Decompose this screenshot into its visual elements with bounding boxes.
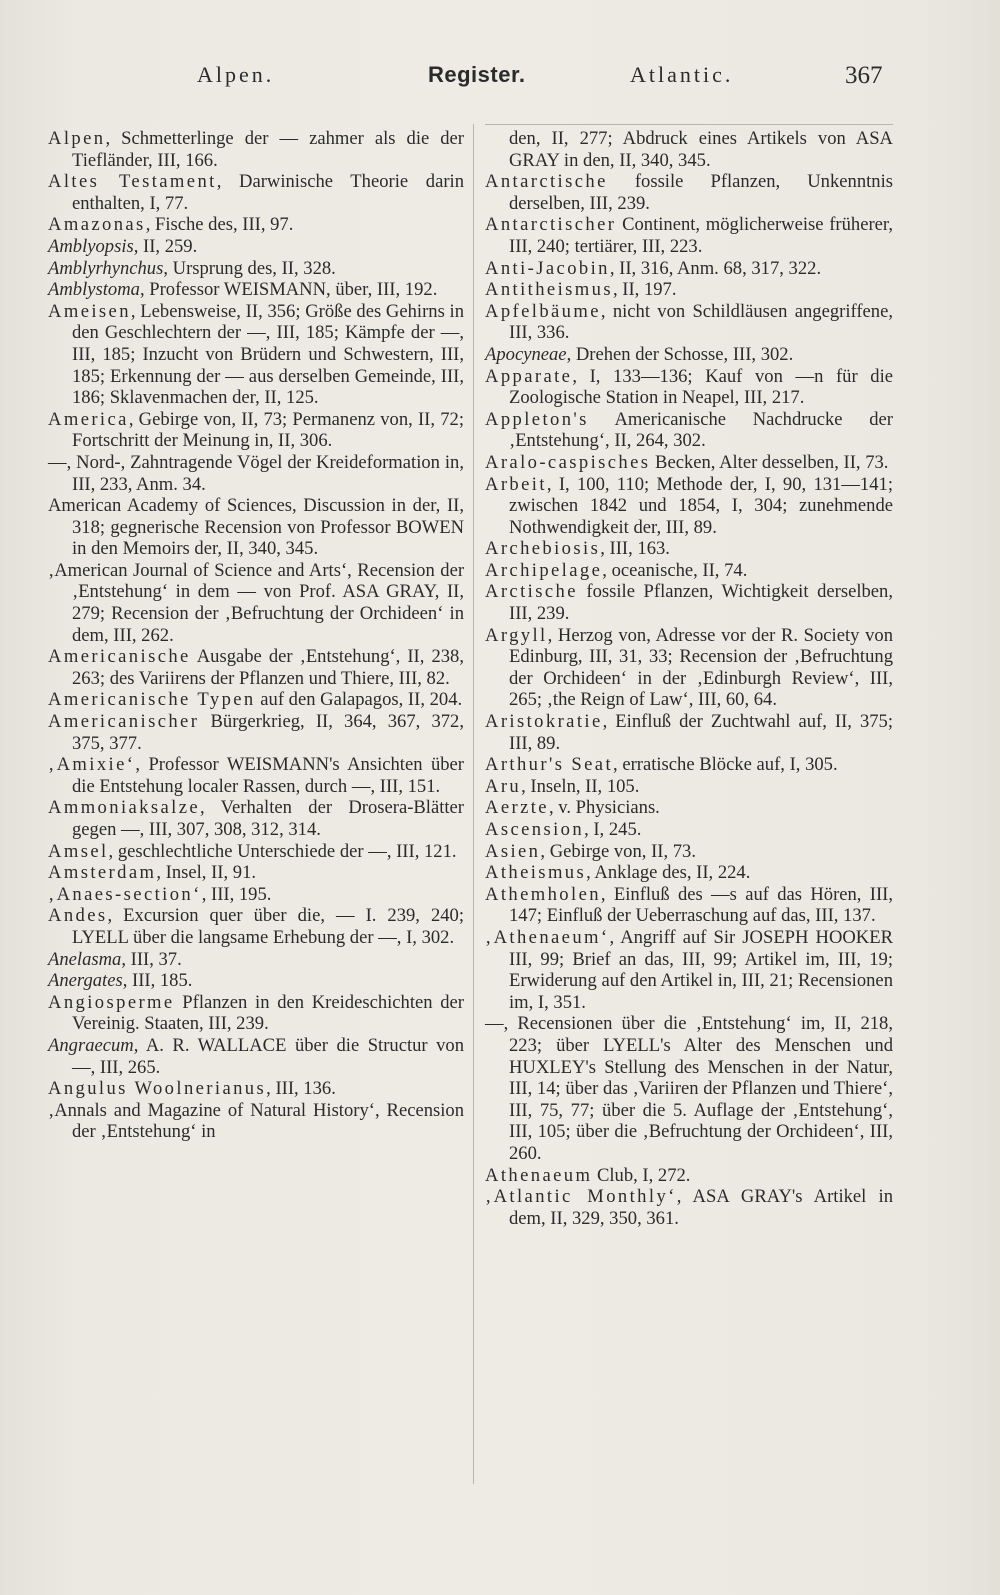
index-entry-text: , Recensionen über die ‚Entstehung‘ im, II, 218, 223; über LYELL's Alter des Menschen und HUXLEY's Stellung des Menschen in der Natur, III, 14; über das ‚Variiren der Pflanzen und Thiere‘, III, 75, 77; über die 5. Auflage der ‚Entstehung‘, III, 105; über die ‚Befruchtung der Orchideen‘, III, 260.	[503, 1013, 893, 1164]
index-entry-headword: ‚Athenaeum‘	[485, 926, 610, 948]
index-entry-headword: Apparate	[485, 365, 573, 387]
column-top-rule	[485, 124, 893, 125]
index-entry-text: , Insel, II, 91.	[156, 862, 257, 884]
index-entry-headword: ‚American Journal of Science and Arts‘	[48, 559, 348, 581]
index-entry-text: fossile Pflanzen, Wichtigkeit derselben, III, 239.	[509, 581, 893, 625]
index-entry-text: auf den Galapagos, II, 204.	[255, 689, 463, 711]
index-entry-text: , Excursion quer über die, — I. 239, 240; LYELL über die langsame Erhebung der —, I, 302.	[72, 905, 464, 948]
index-entry-headword: Aru	[485, 775, 522, 797]
index-entry-text: , Fische des, III, 97.	[145, 214, 294, 236]
index-entry-text: , Professor WEISMANN's Ansichten über die Entstehung localer Rassen, durch —, III, 151.	[72, 754, 464, 797]
index-entry-text: , erratische Blöcke auf, I, 305.	[613, 754, 838, 776]
index-entry-text: , Professor WEISMANN, über, III, 192.	[139, 279, 438, 301]
index-entry	[48, 949, 464, 971]
index-entry-headword: Athenaeum	[485, 1164, 593, 1186]
index-entry-text: Continent, möglicherweise früherer, III, 240; tertiärer, III, 223.	[509, 214, 893, 257]
index-entry-text: , geschlechtliche Unterschiede der —, III, 121.	[108, 840, 457, 862]
index-entry-text: , Gebirge von, II, 73; Permanenz von, II, 72; Fortschritt der Meinung in, II, 306.	[72, 408, 464, 452]
index-entry	[48, 560, 464, 646]
index-entry	[48, 797, 464, 840]
index-entry-headword: Angiosperme	[48, 991, 175, 1013]
index-entry	[48, 754, 464, 797]
index-entry-headword: Apfelbäume	[485, 300, 601, 322]
index-entry	[485, 474, 893, 539]
index-entry-headword: Amblyrhynchus	[48, 257, 164, 279]
column-divider	[473, 124, 474, 1484]
index-entry-headword: ‚Amixie‘	[48, 754, 136, 776]
index-entry	[48, 1078, 464, 1100]
index-entry	[485, 128, 893, 171]
index-entry-headword: ‚Anaes-section‘	[48, 883, 202, 905]
index-entry-text: , I, 133—136; Kauf von —n für die Zoologische Station in Neapel, III, 217.	[509, 365, 893, 409]
index-entry-text: , Einfluß des —s auf das Hören, III, 147; Einfluß der Ueberraschung auf das, III, 137.	[509, 883, 893, 927]
index-entry-headword: ‚Atlantic Monthly‘	[485, 1186, 677, 1208]
index-entry	[48, 236, 464, 258]
index-entry-headword: Apocyneae	[485, 343, 567, 365]
index-entry	[48, 171, 464, 214]
index-entry-headword: Anelasma	[48, 948, 122, 970]
index-entry	[485, 819, 893, 841]
index-entry-headword: Arctische	[485, 581, 578, 603]
index-entry-headword: Aristokratie	[485, 711, 603, 733]
index-entry-headword: Alpen	[48, 128, 106, 149]
index-entry-headword: Archebiosis	[485, 538, 601, 560]
index-entry-text: Ausgabe der ‚Entstehung‘, II, 238, 263; des Variirens der Pflanzen und Thiere, III, 82.	[72, 646, 464, 689]
index-entry-headword: Asien	[485, 840, 541, 862]
index-entry	[485, 1013, 893, 1164]
index-entry-text: , Verhalten der Drosera-Blätter gegen —, III, 307, 308, 312, 314.	[72, 797, 464, 840]
index-entry-headword: ‚Annals and Magazine of Natural History‘	[48, 1099, 375, 1121]
index-entry	[48, 128, 464, 171]
index-entry-text: , Einfluß der Zuchtwahl auf, II, 375; III, 89.	[509, 711, 893, 754]
index-entry-text: , I, 245.	[584, 819, 642, 840]
index-entry-text: , Lebensweise, II, 356; Größe des Gehirns in den Geschlechtern der —, III, 185; Kämpfe der —, III, 185; Inzucht von Brüdern und Schwestern, III, 185; Erkennung der — aus derselben Gemeinde, III, 186; Sklavenmachen der, II, 125.	[72, 300, 464, 409]
index-entry-text: , Anklage des, II, 224.	[586, 862, 751, 884]
header-right-catchword: Atlantic.	[630, 62, 734, 87]
index-entry	[485, 797, 893, 819]
index-entry	[48, 905, 464, 948]
index-entry	[485, 301, 893, 344]
index-entry-text: Pflanzen in den Kreideschichten der Vereinig. Staaten, III, 239.	[72, 991, 464, 1035]
index-entry	[485, 927, 893, 1013]
index-entry-headword: Andes	[48, 905, 108, 927]
index-entry	[48, 711, 464, 754]
index-entry	[48, 301, 464, 409]
index-entry-text: , Darwinische Theorie darin enthalten, I, 77.	[72, 171, 464, 214]
index-entry	[48, 258, 464, 280]
index-entry-text: , II, 316, Anm. 68, 317, 322.	[609, 257, 822, 279]
index-entry	[48, 862, 464, 884]
index-entry-text: , Angriff auf Sir JOSEPH HOOKER III, 99; Brief an das, III, 99; Artikel im, III, 19; Erwiderung auf den Artikel in, III, 21; Recensionen im, I, 351.	[509, 926, 893, 1013]
index-entry-text: , Nord-, Zahntragende Vögel der Kreideformation in, III, 233, Anm. 34.	[66, 451, 464, 495]
page-number: 367	[845, 62, 883, 89]
index-entry-text: , I, 100, 110; Methode der, I, 90, 131—141; zwischen 1842 und 1854, I, 304; zunehmende Nothwendigkeit der, III, 89.	[509, 473, 893, 538]
index-entry-text: Becken, Alter desselben, II, 73.	[650, 451, 889, 473]
index-entry-headword: Anti-Jacobin	[485, 257, 610, 279]
index-entry-text: , Schmetterlinge der — zahmer als die der Tiefländer, III, 166.	[72, 128, 464, 171]
index-entry-headword: Arbeit	[485, 473, 547, 495]
index-entry	[48, 1035, 464, 1078]
index-entry	[485, 538, 893, 560]
running-header	[40, 62, 895, 96]
index-entry-headword: Aralo-caspisches	[485, 451, 651, 473]
index-entry-headword: Americanischer	[48, 711, 200, 733]
index-entry-headword: Archipelage	[485, 559, 603, 581]
index-entry	[485, 214, 893, 257]
index-entry-text: Club, I, 272.	[592, 1164, 691, 1186]
index-entry-text: Bürgerkrieg, II, 364, 367, 372, 375, 377.	[72, 711, 464, 754]
index-entry	[48, 841, 464, 863]
index-entry	[48, 279, 464, 301]
index-entry-headword: Americanische Typen	[48, 689, 256, 711]
index-entry-headword: Aerzte	[485, 797, 549, 819]
index-entry	[48, 1100, 464, 1143]
index-entry	[485, 452, 893, 474]
index-entry-headword: Antitheismus	[485, 279, 613, 301]
index-entry-text: den, II, 277; Abdruck eines Artikels von ASA GRAY in den, II, 340, 345.	[509, 128, 893, 171]
index-entry-headword: Amsel	[48, 840, 109, 862]
index-entry-text: , Ursprung des, II, 328.	[163, 257, 336, 279]
index-entry-text: , III, 37.	[121, 948, 182, 970]
index-entry	[485, 625, 893, 711]
index-entry-text: , III, 195.	[201, 883, 272, 905]
index-entry	[485, 560, 893, 582]
index-entry	[485, 171, 893, 214]
index-entry-headword: America	[48, 408, 129, 430]
index-entry-text: , Recension der ‚Entstehung‘ in	[72, 1099, 464, 1143]
index-entry-headword: —	[485, 1013, 504, 1035]
index-entry-headword: Antarctischer	[485, 214, 617, 236]
index-entry-headword: Ameisen	[48, 300, 131, 322]
index-entry	[485, 754, 893, 776]
index-entry-text: , II, 197.	[612, 279, 677, 301]
index-entry	[485, 258, 893, 280]
index-entry-headword: Americanische	[48, 646, 191, 668]
index-entry	[485, 884, 893, 927]
index-entry-headword: Antarctische	[485, 171, 608, 193]
index-entry-headword: Angulus Woolnerianus	[48, 1078, 267, 1100]
index-entry	[485, 776, 893, 798]
index-entry	[485, 409, 893, 452]
index-entry-text: , ASA GRAY's Artikel in dem, II, 329, 350, 361.	[509, 1186, 893, 1229]
index-entry-text: , v. Physicians.	[548, 797, 660, 819]
index-entry	[485, 366, 893, 409]
index-entry-text: , Discussion in der, II, 318; gegnerische Recension von Professor BOWEN in den Memoirs der, II, 340, 345.	[72, 495, 464, 560]
index-entry	[485, 279, 893, 301]
index-entry-headword: Anergates	[48, 970, 123, 992]
index-entry	[48, 646, 464, 689]
header-title: Register.	[428, 62, 526, 87]
index-column-right	[485, 128, 893, 1229]
index-entry-text: , III, 163.	[600, 538, 670, 560]
index-entry-headword: Ascension	[485, 819, 585, 840]
index-entry-text: , nicht von Schildläusen angegriffene, III, 336.	[509, 300, 893, 344]
index-entry	[48, 409, 464, 452]
index-entry-text: , oceanische, II, 74.	[602, 559, 748, 581]
index-entry-headword: Altes Testament	[48, 171, 217, 193]
index-entry	[485, 581, 893, 624]
index-entry-text: Americanische Nachdrucke der ‚Entstehung‘, II, 264, 302.	[509, 408, 893, 452]
index-entry-headword: Amazonas	[48, 214, 146, 236]
index-column-left	[48, 128, 464, 1143]
index-entry-headword: Amblystoma	[48, 279, 140, 301]
index-entry	[485, 1186, 893, 1229]
index-entry	[485, 711, 893, 754]
index-entry-headword: —	[48, 451, 67, 473]
index-entry	[48, 452, 464, 495]
index-entry	[48, 884, 464, 906]
index-entry-headword: American Academy of Sciences	[48, 495, 292, 517]
index-entry	[48, 689, 464, 711]
index-entry-text: , Inseln, II, 105.	[521, 775, 640, 797]
index-entry-text: fossile Pflanzen, Unkenntnis derselben, III, 239.	[509, 171, 893, 214]
index-entry	[48, 992, 464, 1035]
index-entry-headword: Argyll	[485, 624, 548, 646]
index-entry	[48, 214, 464, 236]
index-entry-headword: Amsterdam	[48, 862, 157, 884]
index-entry-text: , A. R. WALLACE über die Structur von —, III, 265.	[72, 1034, 464, 1078]
index-entry-headword: Amblyopsis	[48, 235, 134, 257]
index-entry-text: , II, 259.	[133, 235, 198, 257]
index-entry-text: , Herzog von, Adresse vor der R. Society von Edinburg, III, 31, 33; Recension der ‚Befruchtung der Orchideen‘ in der ‚Edinburgh Review‘, III, 265; ‚the Reign of Law‘, III, 60, 64.	[509, 624, 893, 711]
index-entry-headword: Athemholen	[485, 883, 601, 905]
index-entry-headword: Arthur's Seat	[485, 754, 614, 776]
index-entry	[485, 841, 893, 863]
index-entry-headword: Ammoniaksalze	[48, 797, 201, 819]
index-entry-text: , Drehen der Schosse, III, 302.	[566, 343, 794, 365]
header-left-catchword: Alpen.	[197, 62, 275, 87]
index-entry	[48, 495, 464, 560]
index-entry	[485, 862, 893, 884]
index-entry-text: , III, 136.	[266, 1078, 336, 1100]
index-entry-headword: Appleton's	[485, 408, 589, 430]
index-entry-text: , Gebirge von, II, 73.	[540, 840, 696, 862]
index-entry	[485, 1165, 893, 1187]
index-entry-text: , III, 185.	[122, 970, 193, 992]
index-entry-text: , Recension der ‚Entstehung‘ in dem — von Prof. ASA GRAY, II, 279; Recension der ‚Befruchtung der Orchideen‘ in dem, III, 262.	[72, 559, 465, 646]
index-entry-headword: Atheismus	[485, 862, 587, 884]
index-entry	[48, 970, 464, 992]
index-entry	[485, 344, 893, 366]
index-entry-headword: Angraecum	[48, 1034, 134, 1056]
